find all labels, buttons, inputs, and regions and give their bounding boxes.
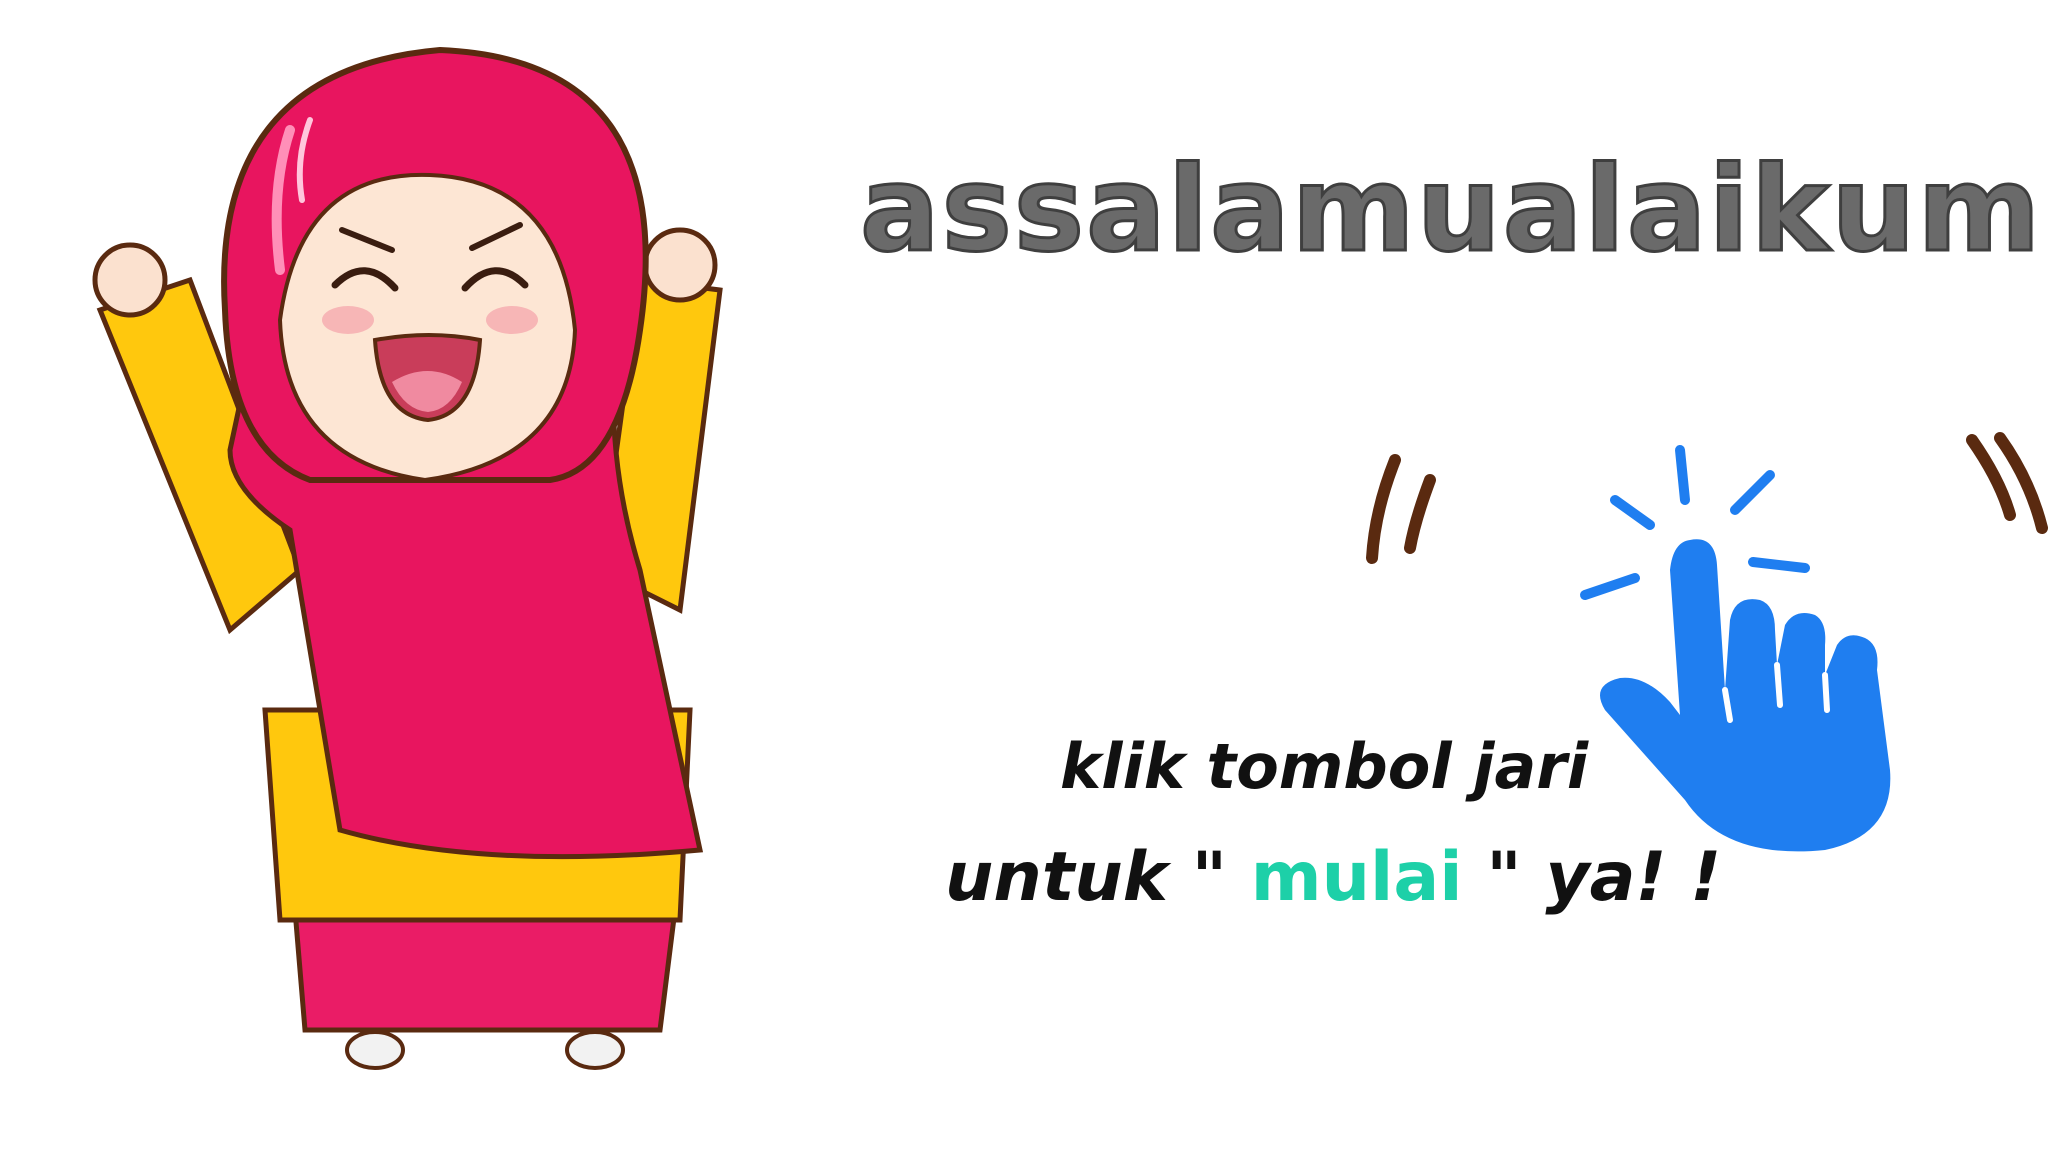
- instruction-suffix: " ya! !: [1486, 838, 1722, 917]
- instruction-line-1: klik tombol jari: [1060, 730, 1589, 803]
- start-keyword: mulai: [1250, 838, 1463, 917]
- tap-finger-icon[interactable]: [1585, 450, 1890, 851]
- left-sparkle-marks-icon: [1360, 450, 1440, 570]
- greeting-title: assalamualaikum: [860, 140, 2043, 278]
- start-tap-button[interactable]: [1575, 440, 1935, 860]
- instruction-prefix: untuk ": [945, 838, 1228, 917]
- instruction-line-2: [945, 838, 1721, 917]
- right-sparkle-marks-icon: [1960, 430, 2054, 540]
- hijab-girl-illustration: [80, 10, 760, 1070]
